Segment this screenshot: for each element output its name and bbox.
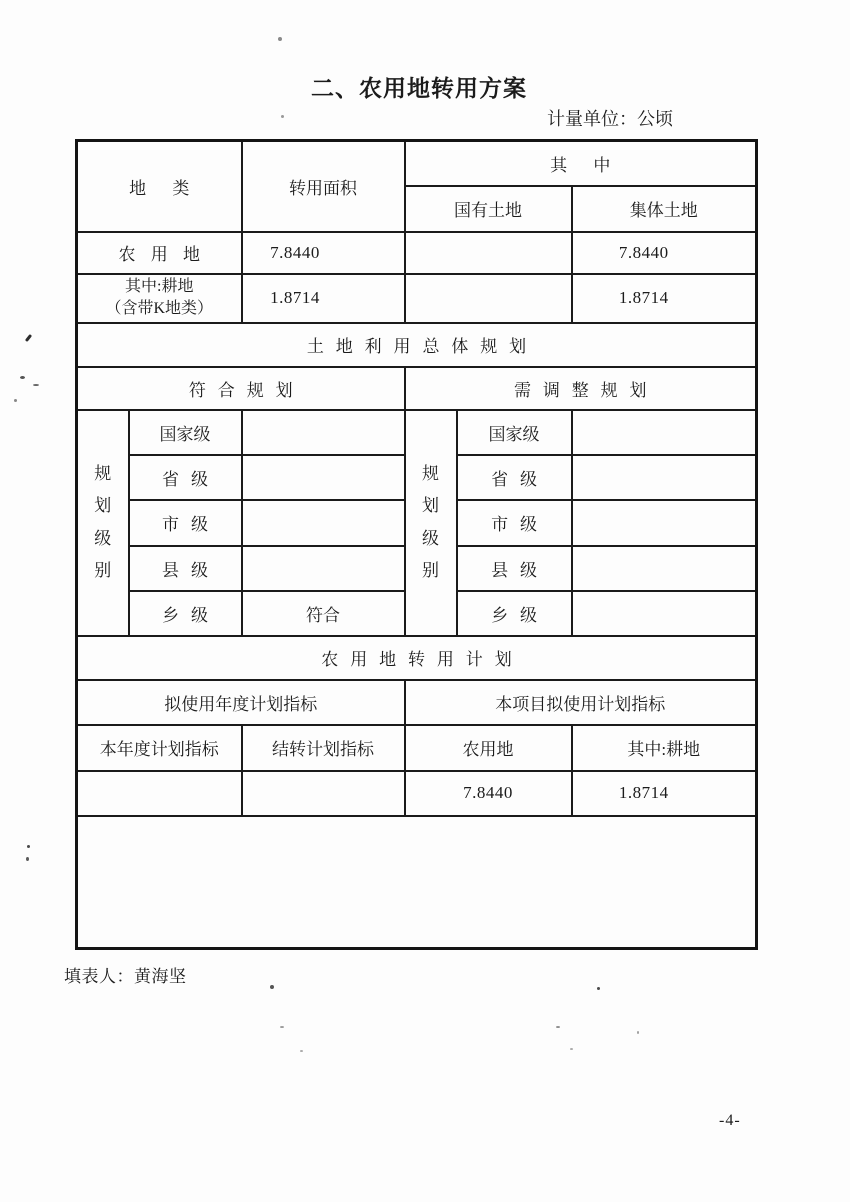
scan-speck — [280, 1026, 284, 1028]
section-title-overall-planning: 土 地 利 用 总 体 规 划 — [77, 323, 757, 367]
cell-cultivated-state-owned — [405, 274, 572, 323]
planning-level-vertical-label: 规划级别 — [94, 463, 112, 580]
scan-speck — [556, 1026, 560, 1028]
adjust-value-province — [572, 455, 757, 500]
axis-planning-level-right — [405, 410, 457, 636]
header-conversion-area: 转用面积 — [242, 141, 405, 232]
scan-speck — [281, 115, 284, 118]
conform-value-county — [242, 546, 405, 591]
scan-speck — [597, 987, 600, 990]
axis-planning-level-left — [77, 410, 129, 636]
conform-value-city — [242, 500, 405, 546]
header-adjust-planning: 需 调 整 规 划 — [405, 367, 757, 410]
conform-value-province — [242, 455, 405, 500]
table-row — [77, 323, 757, 367]
level-city-right: 市 级 — [457, 500, 572, 546]
level-county-right: 县 级 — [457, 546, 572, 591]
value-carryover-quota — [242, 771, 405, 816]
scan-speck — [26, 857, 29, 861]
level-township-right: 乡 级 — [457, 591, 572, 636]
header-collective: 集体土地 — [572, 186, 757, 232]
adjust-value-township — [572, 591, 757, 636]
page-number: -4- — [719, 1112, 741, 1129]
scan-speck — [300, 1050, 303, 1052]
level-county-left: 县 级 — [129, 546, 242, 591]
conform-value-township: 符合 — [242, 591, 405, 636]
table-row — [77, 141, 757, 186]
conform-value-national — [242, 410, 405, 455]
scan-speck — [637, 1031, 639, 1034]
cell-cultivated-area: 1.8714 — [242, 274, 405, 323]
level-national-left: 国家级 — [129, 410, 242, 455]
table-row — [77, 274, 757, 323]
cultivated-label-line1: 其中:耕地 — [125, 278, 194, 296]
scan-speck — [33, 384, 39, 386]
land-conversion-form — [75, 139, 758, 950]
header-plan-cultivated: 其中:耕地 — [572, 725, 757, 771]
header-current-year-quota: 本年度计划指标 — [77, 725, 242, 771]
value-plan-agri-land: 7.8440 — [405, 771, 572, 816]
level-city-left: 市 级 — [129, 500, 242, 546]
level-township-left: 乡 级 — [129, 591, 242, 636]
table-row — [77, 816, 757, 949]
header-state-owned: 国有土地 — [405, 186, 572, 232]
remarks-cell — [77, 816, 757, 949]
cell-cultivated-collective: 1.8714 — [572, 274, 757, 323]
scan-speck — [278, 37, 282, 41]
level-province-left: 省 级 — [129, 455, 242, 500]
page-title: 二、农用地转用方案 — [311, 75, 527, 101]
scan-speck — [270, 985, 274, 989]
header-of-which: 其 中 — [405, 141, 757, 186]
value-current-year-quota — [77, 771, 242, 816]
section-title-conversion-plan: 农 用 地 转 用 计 划 — [77, 636, 757, 680]
adjust-value-city — [572, 500, 757, 546]
value-plan-cultivated: 1.8714 — [572, 771, 757, 816]
unit-note: 计量单位：公顷 — [547, 109, 673, 129]
header-project-plan: 本项目拟使用计划指标 — [405, 680, 757, 725]
header-land-type: 地 类 — [77, 141, 242, 232]
header-plan-agri-land: 农用地 — [405, 725, 572, 771]
table-row — [77, 636, 757, 680]
level-national-right: 国家级 — [457, 410, 572, 455]
cell-agri-area: 7.8440 — [242, 232, 405, 274]
header-annual-plan: 拟使用年度计划指标 — [77, 680, 405, 725]
table-row — [77, 410, 757, 455]
header-carryover-quota: 结转计划指标 — [242, 725, 405, 771]
header-conform-planning: 符 合 规 划 — [77, 367, 405, 410]
scan-speck — [27, 845, 30, 848]
cell-agri-state-owned — [405, 232, 572, 274]
adjust-value-county — [572, 546, 757, 591]
scan-speck — [25, 334, 32, 342]
cultivated-label-line2: （含带K地类） — [105, 300, 214, 317]
planning-level-vertical-label: 规划级别 — [422, 463, 440, 580]
cell-agri-land-label: 农 用 地 — [77, 232, 242, 274]
table-row — [77, 367, 757, 410]
preparer-line: 填表人：黄海坚 — [64, 967, 187, 986]
cell-agri-collective: 7.8440 — [572, 232, 757, 274]
table-row — [77, 725, 757, 771]
scan-speck — [14, 399, 17, 402]
table-row — [77, 680, 757, 725]
scan-speck — [20, 376, 25, 379]
adjust-value-national — [572, 410, 757, 455]
scan-speck — [570, 1048, 573, 1050]
level-province-right: 省 级 — [457, 455, 572, 500]
table-row — [77, 771, 757, 816]
table-row — [77, 232, 757, 274]
cell-cultivated-label — [77, 274, 242, 323]
